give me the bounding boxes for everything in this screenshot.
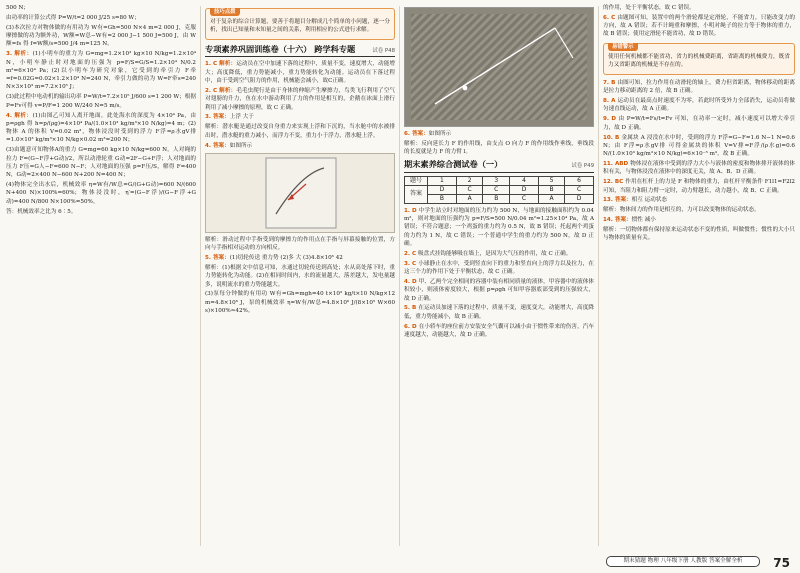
answer-label: 14. 答案： bbox=[603, 217, 632, 224]
column-4 bbox=[603, 4, 795, 552]
paragraph: 10. B 金属块 A 浸没在水中时，受到的浮力 F浮=G−F=1.6 N−1 N=0.6 N；由 F浮=ρ水gV排 可得金属块的体积 V=V排=F浮/(ρ水g)=0.6 N/(1.0×10³ kg/m³×10 N/kg)=6×10⁻⁵ m³，故 B 正确。 bbox=[603, 134, 795, 158]
answer-label: 9. D bbox=[603, 116, 619, 123]
paragraph: 2. C 解析：毛毛虫爬行是由于身体的伸缩产生摩擦力，鸟类飞行利用了空气对翅膀的升力，鱼在水中游动利用了力的作用是相互的，企鹅在冰面上滑行利用了减小摩擦的原理，故 C 正确。 bbox=[205, 87, 395, 111]
footer-edition: 人教版 bbox=[690, 558, 708, 564]
table-header-cell: 4 bbox=[510, 176, 539, 185]
tip-box bbox=[205, 8, 395, 40]
paragraph: 由功率的计算公式得 P=W/t=2 000 J/25 s=80 W； bbox=[6, 14, 140, 21]
answer-label: 2. C 解析： bbox=[205, 87, 237, 94]
section-ref: 试卷 P49 bbox=[571, 163, 594, 170]
paragraph: 4. D 甲、乙两个完全相同的容器中装有相同质量的液体，甲容器中的液体体积较小，则液体密度较大，根据 p=ρgh 可知甲容器底部受到的压强较大，故 D 正确。 bbox=[404, 278, 594, 302]
paragraph: (3)此过程中电动机的输出功率 P=W/t=7.2×10⁵ J/600 s=1 200 W；根据P=Fv可得 v=P/F=1 200 W/240 N=5 m/s。 bbox=[6, 94, 196, 109]
section-title: 期末素养综合测试卷（一） bbox=[404, 159, 503, 170]
solution-text bbox=[603, 79, 795, 243]
table-cell: B bbox=[483, 194, 510, 203]
paragraph: 4. 答案：如图所示 bbox=[205, 142, 253, 149]
page-footer bbox=[0, 554, 800, 573]
paragraph: 3. 答案：上浮 大于 bbox=[205, 114, 254, 121]
paragraph: 6. D 在小轿车的座位前方安装安全气囊可以减小由于惯性带来的伤害，汽车速度越大，动能越大，故 D 正确。 bbox=[404, 323, 594, 338]
table-cell: D bbox=[565, 194, 594, 203]
paragraph: 500 N； bbox=[6, 5, 29, 11]
answer-label: 3. 答案： bbox=[205, 114, 230, 121]
answer-label: 7. B bbox=[603, 79, 618, 86]
paragraph: (3)由题意可知物体A的重力 G=mg=60 kg×10 N/kg=600 N，人对绳的拉力 F=(G−F浮+G动)/2，所以动滑轮重 G动=2F−G+F浮；人对地面的压力 F压=G人−F=600 N−F；人对地面的压强 p=F压/S，解得 F=400 N，G动=2×400 N−600 N+200 N=400 N； bbox=[6, 147, 196, 179]
paragraph: 4. 解析：(1)由图乙可知人离开地面，此处海水的深度为 4×10⁴ Pa，由 p=ρgh 得 h=p/(ρg)=4×10⁴ Pa/(1.0×10³ kg/m³×10 N/kg)=4 m；(2)物体 A 的体积 V=0.02 m³，物体浸没时受到的浮力 F浮=ρ水gV排=1.0×10³ kg/m³×10 N/kg×0.02 m³=200 N； bbox=[6, 112, 196, 144]
paragraph: 1. C 解析：运动员在空中加速下落的过程中，质量不变，速度增大，动能增大；高度降低，重力势能减小，重力势能转化为动能。运动员在下落过程中，由于受到空气阻力的作用，机械能会减小，故C正确。 bbox=[205, 61, 395, 85]
solution-text bbox=[404, 130, 594, 156]
table-cell: A bbox=[456, 194, 483, 203]
section-ref: 试卷 P48 bbox=[372, 48, 395, 55]
tip-label: 易错警示 bbox=[608, 43, 638, 51]
paragraph: 12. BC 作用在杠杆上的力是 F 和物体的重力，由杠杆平衡条件 F1l1=F2l2 可知，当阻力和阻力臂一定时，动力臂越长，动力越小，故 B、C 正确。 bbox=[603, 179, 795, 194]
answer-label: 1. C 解析： bbox=[205, 61, 237, 68]
paragraph: (3)本次拉力对物体做的有用功为 W有=Gh=500 N×4 m=2 000 J，克服摩擦做的功为额外功，W额=W总−W有=2 000 J−1 500 J=500 J，由 W额=fs 得 f=W额/s=500 J/4 m=125 N。 bbox=[6, 24, 196, 48]
table-cell: A bbox=[538, 194, 564, 203]
table-header-cell: 2 bbox=[456, 176, 483, 185]
answer-label: 12. BC bbox=[603, 179, 626, 186]
paragraph: 7. B 由图可知，拉力作用在动滑轮的轴上，费力但省距离，物体移动的距离是拉力移动距离的 2 倍，故 B 正确。 bbox=[603, 79, 795, 95]
paragraph: 13. 答案：相互 运动状态 bbox=[603, 197, 667, 204]
hand-screen-illustration bbox=[206, 154, 394, 232]
column-3 bbox=[404, 4, 594, 552]
paragraph: 5. 答案：(1)切轮传送 重力势 (2)多 大 (3)4.8×10⁶ 42 bbox=[205, 255, 343, 262]
table-cell: D bbox=[510, 185, 539, 194]
table-cell: B bbox=[538, 185, 564, 194]
table-row-label: 题号 bbox=[405, 176, 428, 185]
paragraph: 14. 答案：惯性 减小 bbox=[603, 217, 656, 224]
table-header-cell: 5 bbox=[538, 176, 564, 185]
answer-label: 4. 答案： bbox=[205, 142, 230, 149]
paragraph: 8. A 运动员在最高点时速度不为零，若此时所受外力全部消失，运动员将做匀速直线运动，故 A 正确。 bbox=[603, 98, 795, 113]
table-cell: C bbox=[565, 185, 594, 194]
paragraph: 5. B 在运动员加速下落的过程中，质量不变，速度变大，动能增大，高度降低，重力势能减小，故 B 正确。 bbox=[404, 305, 594, 320]
answer-label: 3. 解析： bbox=[6, 51, 33, 58]
answer-label: 1. D bbox=[404, 207, 419, 214]
column-2 bbox=[205, 4, 395, 552]
paragraph: 的作用，处于平衡状态，故 C 错误。 bbox=[603, 5, 695, 11]
page-number: 75 bbox=[773, 556, 790, 570]
paragraph: (3)泵每分钟做的有用功 W有=Gh=mgh=40 t×10³ kg/t×10 N/kg×12 m=4.8×10⁶ J，泵的机械效率 η=W有/W总=4.8×10⁶ J/(8×10⁵ W×60 s)×100%≈42%。 bbox=[205, 291, 395, 314]
paragraph: 2. C 吸盘式挂钩能够吸在墙上，是因为大气压的作用，故 C 正确。 bbox=[404, 250, 572, 257]
column-1 bbox=[6, 4, 196, 552]
table-cell: C bbox=[510, 194, 539, 203]
table-header-cell: 3 bbox=[483, 176, 510, 185]
answer-label: 4. 解析： bbox=[6, 112, 33, 119]
answer-label: 3. C bbox=[404, 260, 419, 267]
answer-label: 2. C bbox=[404, 250, 419, 257]
table-row bbox=[405, 176, 594, 185]
paragraph: 解析：潜水艇是通过改变自身重力来实现上浮和下沉的，当水舱中的水被排出时，潜水艇的重力减小，而浮力不变，重力小于浮力，潜水艇上浮。 bbox=[205, 124, 395, 139]
table-cell: C bbox=[456, 185, 483, 194]
paragraph: 9. D 由 P=W/t=Fs/t=Fv 可知，在功率一定时，减小速度可以增大牵引力，故 D 正确。 bbox=[603, 116, 795, 131]
paragraph: 1. D 中学生站立时对地面的压力约为 500 N，与地面的接触面积约为 0.04 m²，则对地面的压强约为 p=F/S=500 N/0.04 m²=1.25×10⁴ Pa，故 A 错误；不符合题意；一个鸡蛋的重力约为 0.5 N，故 B 错误；托起两个鸡蛋的力约为 1 N，故 C 错误；一个普通中学生的重力约为 500 N，故 D 正确。 bbox=[404, 207, 594, 247]
paragraph: 解析：反向延长力 F 的作用线，由支点 O 向力 F 的作用线作垂线，垂线段的长度就是力 F 的力臂 l。 bbox=[404, 140, 594, 156]
paragraph: 解析：(1)根据文中信息可知，水通过切轮传送到高处；水从高处落下时，重力势能转化为动能。(2)在相同时间内，水的流量越大，落差越大，发电量越多，说明流水的重力势能越大。 bbox=[205, 264, 395, 288]
answer-label: 5. B bbox=[404, 305, 419, 312]
answer-label: 8. A bbox=[603, 98, 618, 105]
answer-label: 6. C bbox=[603, 14, 618, 21]
paragraph: 3. 解析：(1)小明车的重力为 G=mg=1.2×10³ kg×10 N/kg=1.2×10⁴ N，小明车静止时对地面的压强为 p=F/S=G/S=1.2×10⁴ N/0.2 m²=6×10⁴ Pa；(2)以小明车为研究对象，它受到的牵引力 F牵=f=0.02G=0.02×1.2×10⁴ N=240 N，牵引力做的功为 W=F牵s=240 N×3×10³ m=7.2×10⁵ J； bbox=[6, 51, 196, 91]
answer-label: 10. B bbox=[603, 134, 622, 141]
paragraph: (4)物体完全出水后，机械效率 η=W有/W总=G/(G+G动)=600 N/(600 N+400 N)×100%=60%；物体浸没时，η′=(G−F浮)/(G−F浮+G动)=400 N/800 N×100%=50%。 bbox=[6, 182, 196, 205]
solution-text bbox=[205, 236, 395, 315]
finger-friction-figure bbox=[205, 153, 395, 233]
footer-book: 期末猜题 bbox=[623, 558, 646, 564]
solution-text bbox=[603, 4, 795, 39]
table-cell: D bbox=[428, 185, 457, 194]
paragraph: 6. 答案：如图所示 bbox=[404, 131, 452, 137]
solution-text bbox=[404, 207, 594, 339]
answer-label: 11. ABD bbox=[603, 161, 631, 168]
section-title: 专项素养巩固训练卷（十六） 跨学科专题 bbox=[205, 44, 356, 55]
solution-text bbox=[6, 4, 196, 216]
paragraph: 3. C 小球静止在水中，受到竖直向下的重力和竖直向上的浮力以及拉力，在这三个力的作用下处于平衡状态，故 C 正确。 bbox=[404, 260, 594, 276]
footer-note: 答案全解全析 bbox=[708, 558, 743, 564]
table-header-cell: 1 bbox=[428, 176, 457, 185]
footer-grade: 八年级下册 bbox=[660, 558, 689, 564]
answer-table bbox=[404, 176, 594, 204]
answer-label: 6. 答案： bbox=[404, 131, 429, 137]
section-header bbox=[404, 159, 594, 172]
table-row bbox=[405, 185, 594, 194]
table-row bbox=[405, 194, 594, 203]
section-header bbox=[205, 44, 395, 57]
paragraph: 解析：滑动过程中手指受到的摩擦力的作用点在手指与屏幕接触的位置，方向与手指相对运动的方向相反。 bbox=[205, 236, 395, 252]
table-row-label: 答案 bbox=[405, 185, 428, 203]
lever-photo bbox=[404, 7, 594, 127]
paragraph: 解析：一切物体都有保持原来运动状态不变的性质，叫做惯性；惯性的大小只与物体的质量有关。 bbox=[603, 227, 795, 242]
tip-text: 使用任何机械都不能省功，省力的机械费距离，省距离的机械费力，既省力又省距离的机械是不存在的。 bbox=[608, 53, 790, 69]
footer-bar bbox=[606, 556, 760, 567]
answer-label: 5. 答案： bbox=[205, 255, 230, 262]
solution-text bbox=[205, 60, 395, 149]
answer-label: 13. 答案： bbox=[603, 197, 632, 204]
paragraph: 11. ABD 物体浸在液体中受到的浮力大小与液体的密度和物体排开液体的体积有关，与物体浸没在液体中的深度无关，故 A、B、D 正确。 bbox=[603, 161, 795, 176]
paragraph: 解析：物体间力的作用是相互的，力可以改变物体的运动状态。 bbox=[603, 207, 760, 214]
force-arm-diagram bbox=[405, 8, 593, 126]
answer-label: 6. D bbox=[404, 323, 419, 330]
tip-text: 对于复杂的综合计算题，要善于将题目分解成几个简单的小问题，逐一分析，找出已知量和未知量之间的关系，利用相应的公式进行求解。 bbox=[210, 19, 390, 34]
table-cell: B bbox=[428, 194, 457, 203]
tip-label: 技巧点拨 bbox=[210, 8, 240, 16]
tip-box bbox=[603, 43, 795, 75]
answer-label: 4. D bbox=[404, 278, 419, 285]
table-cell: C bbox=[483, 185, 510, 194]
table-header-cell: 6 bbox=[565, 176, 594, 185]
footer-subject: 物理 bbox=[647, 558, 659, 564]
paragraph: 答：机械效率之比为 6∶5。 bbox=[6, 208, 77, 215]
paragraph: 6. C 由题图可知，装置中的两个滑轮都是定滑轮，不能省力，只能改变力的方向，故 A 错误；若不计绳重和摩擦，小明对绳子的拉力等于物体的重力，故 B 错误；使用定滑轮不能省功，故 D 错误。 bbox=[603, 14, 795, 38]
